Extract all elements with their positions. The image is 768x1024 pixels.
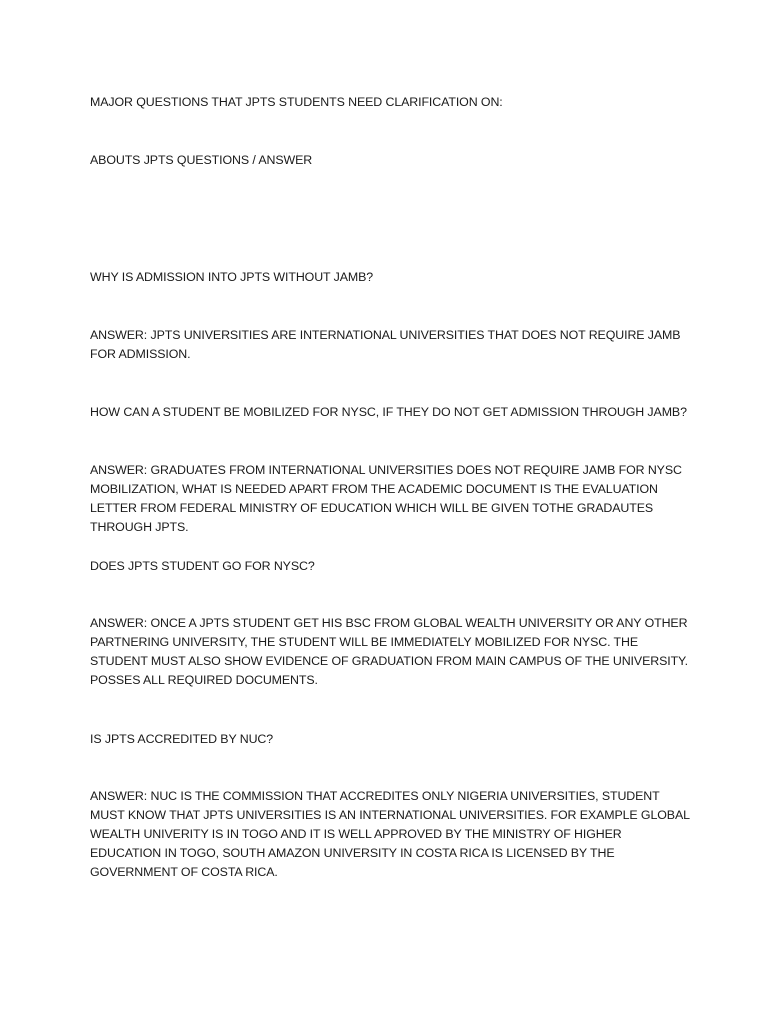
answer-4: ANSWER: NUC IS THE COMMISSION THAT ACCREDITES ONLY NIGERIA UNIVERSITIES, STUDENT MUST KNOW THAT JPTS UNIVERSITIES IS AN INTERNATIONAL UNIVERSITIES. FOR EXAMPLE GLOBAL WEALTH UNIVERITY IS IN TOGO AND IT IS WELL APPROVED BY THE MINISTRY OF HIGHER EDUCATION IN TOGO, SOUTH AMAZON UNIVERSITY IN COSTA RICA IS LICENSED BY THE GOVERNMENT OF COSTA RICA. — [90, 789, 690, 879]
question-4: IS JPTS ACCREDITED BY NUC? — [90, 732, 274, 746]
answer-1: ANSWER: JPTS UNIVERSITIES ARE INTERNATIONAL UNIVERSITIES THAT DOES NOT REQUIRE JAMB FOR ADMISSION. — [90, 328, 681, 361]
question-2: HOW CAN A STUDENT BE MOBILIZED FOR NYSC, IF THEY DO NOT GET ADMISSION THROUGH JAMB? — [90, 405, 687, 419]
answer-3: ANSWER: ONCE A JPTS STUDENT GET HIS BSC FROM GLOBAL WEALTH UNIVERSITY OR ANY OTHER PARTNERING UNIVERSITY, THE STUDENT WILL BE IMMEDIATELY MOBILIZED FOR NYSC. THE STUDENT MUST ALSO SHOW EVIDENCE OF GRADUATION FROM MAIN CAMPUS OF THE UNIVERSITY. POSSES ALL REQUIRED DOCUMENTS. — [90, 616, 688, 687]
answer-2: ANSWER: GRADUATES FROM INTERNATIONAL UNIVERSITIES DOES NOT REQUIRE JAMB FOR NYSC MOBILIZATION, WHAT IS NEEDED APART FROM THE ACADEMIC DOCUMENT IS THE EVALUATION LETTER FROM FEDERAL MINISTRY OF EDUCATION WHICH WILL BE GIVEN TOTHE GRADAUTES THROUGH JPTS. — [90, 463, 682, 534]
document-title: MAJOR QUESTIONS THAT JPTS STUDENTS NEED CLARIFICATION ON: — [90, 95, 503, 109]
question-1: WHY IS ADMISSION INTO JPTS WITHOUT JAMB? — [90, 270, 374, 284]
question-3: DOES JPTS STUDENT GO FOR NYSC? — [90, 559, 315, 573]
document-subtitle: ABOUTS JPTS QUESTIONS / ANSWER — [90, 153, 313, 167]
